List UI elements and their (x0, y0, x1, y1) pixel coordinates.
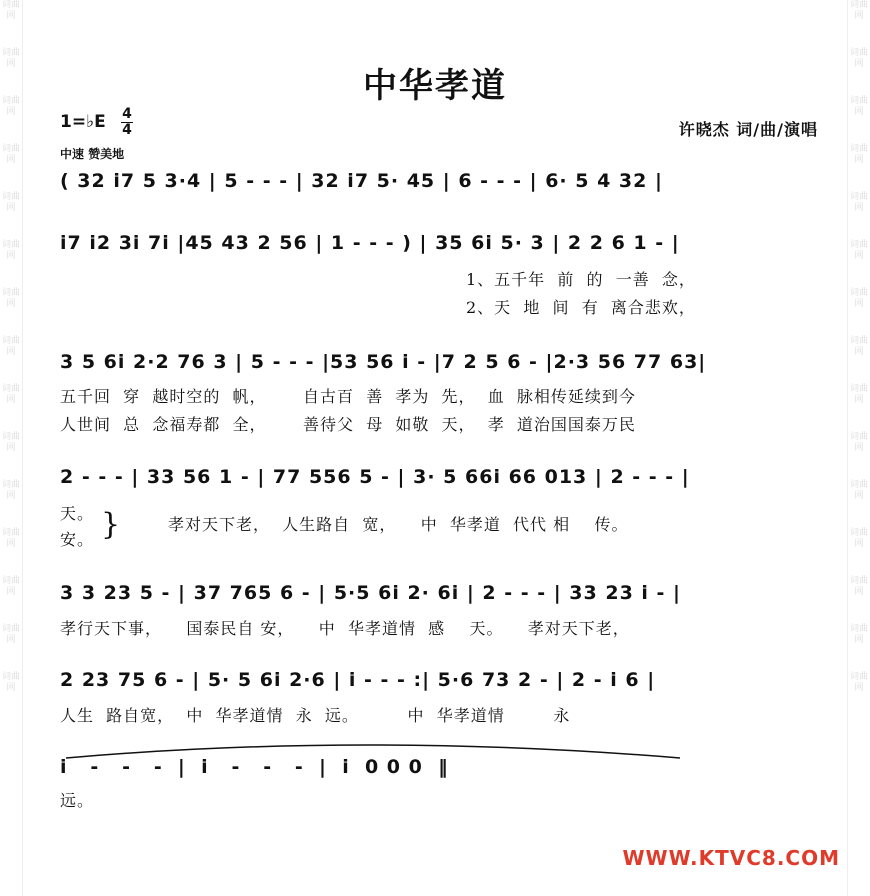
lyric-line-4b: 安。 (60, 530, 95, 549)
tempo-marking: 中速 赞美地 (60, 147, 125, 161)
verse-brace: } (101, 507, 121, 542)
lyric-line-2b: 2、天 地 间 有 离合悲欢， (466, 298, 696, 317)
notation-line-1: ( 32 i7 5 3·4 | 5 - - - | 32 i7 5· 45 | 6 - - - | 6· 5 4 32 | (60, 170, 663, 192)
site-watermark: WWW.KTVC8.COM (622, 846, 840, 870)
notation-line-5: 3 3 23 5 - | 37 765 6 - | 5·5 6i 2· 6i | 2 - - - | 33 23 i - | (60, 582, 681, 604)
notation-line-7: i - - - | i - - - | i 0 0 0 ‖ (60, 756, 449, 778)
lyric-line-7: 远。 (60, 791, 95, 810)
key-signature: 1=♭E (60, 112, 106, 132)
lyric-line-6: 人生 路自宽， 中 华孝道情 永 远。 中 华孝道情 永 (60, 706, 571, 725)
song-title: 中华孝道 (363, 66, 507, 106)
lyric-line-3a: 五千回 穿 越时空的 帆， 自古百 善 孝为 先， 血 脉相传延续到今 (60, 387, 636, 406)
author-credit: 许晓杰 词/曲/演唱 (678, 120, 818, 139)
watermark-right: 词曲网 词曲网 词曲网 词曲网 词曲网 词曲网 词曲网 词曲网 词曲网 词曲网 词曲网 词曲网 词曲网 词曲网 词曲网 (847, 0, 870, 896)
notation-line-2: i7 i2 3i 7i |45 43 2 56 | 1 - - - ) | 35 6i 5· 3 | 2 2 6 1 - | (60, 232, 680, 254)
notation-line-3: 3 5 6i 2·2 76 3 | 5 - - - |53 56 i - |7 2 5 6 - |2·3 56 77 63| (60, 351, 707, 373)
chorus-line-4: 孝对天下老， 人生路自 宽， 中 华孝道 代代 相 传。 (168, 515, 629, 534)
notation-line-6: 2 23 75 6 - | 5· 5 6i 2·6 | i - - - :| 5·6 73 2 - | 2 - i 6 | (60, 669, 656, 691)
lyric-line-4a: 天。 (60, 504, 95, 523)
lyric-line-2a: 1、五千年 前 的 一善 念， (466, 270, 696, 289)
watermark-left: 词曲网 词曲网 词曲网 词曲网 词曲网 词曲网 词曲网 词曲网 词曲网 词曲网 词曲网 词曲网 词曲网 词曲网 词曲网 (0, 0, 23, 896)
time-signature (121, 108, 133, 137)
meter-bottom: 4 (122, 122, 132, 138)
meter-top: 4 (122, 106, 132, 122)
lyric-line-3b: 人世间 总 念福寿都 全， 善待父 母 如敬 天， 孝 道治国国泰万民 (60, 415, 636, 434)
notation-line-4: 2 - - - | 33 56 1 - | 77 556 5 - | 3· 5 66i 66 013 | 2 - - - | (60, 466, 690, 488)
lyric-line-5: 孝行天下事， 国泰民自 安， 中 华孝道情 感 天。 孝对天下老， (60, 619, 630, 638)
